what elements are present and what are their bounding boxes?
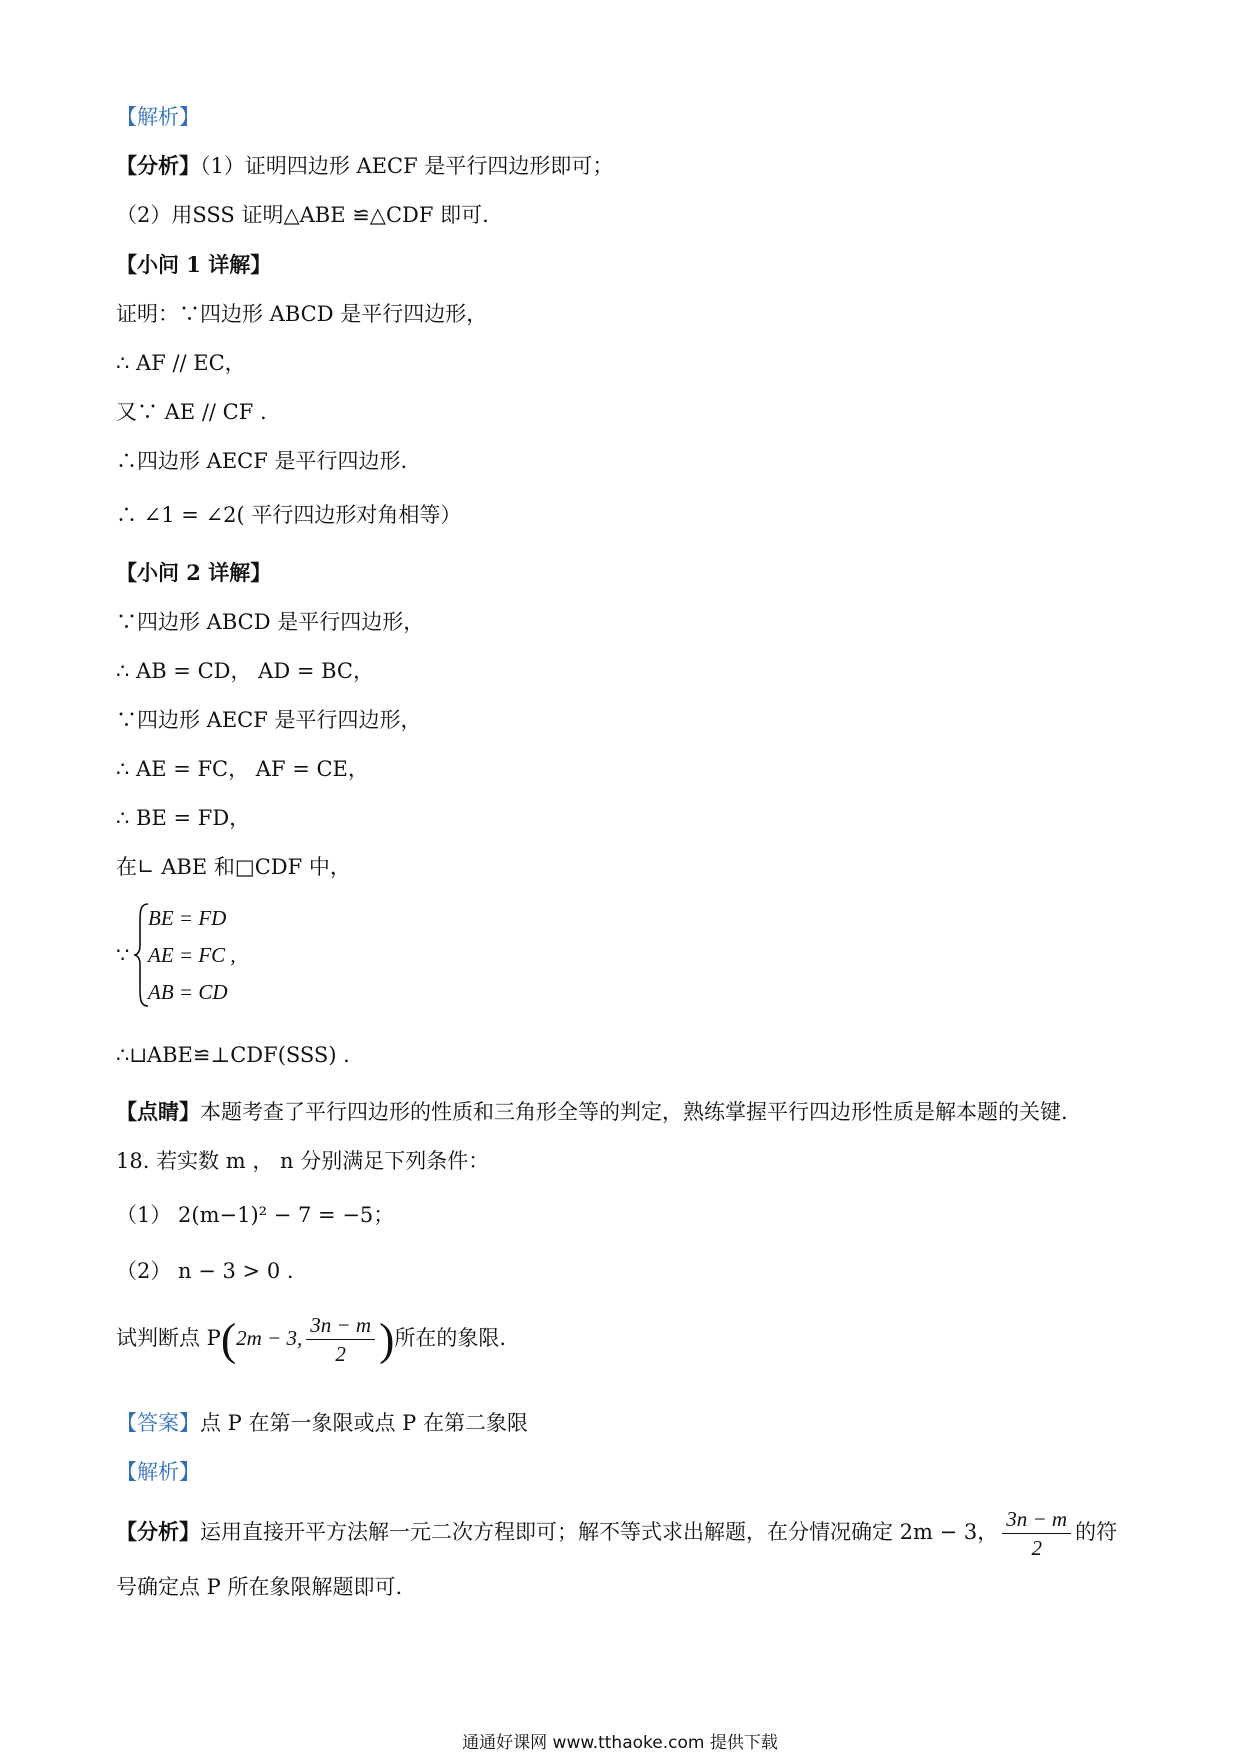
fenxi-tag-2: 【分析】 [116, 1519, 200, 1544]
xiaowen2-tag: 【小问 2 详解】 [116, 560, 272, 585]
point-x-expr: 2m − 3, [236, 1326, 303, 1350]
proof2-line-5: ∴ BE = FD， [116, 806, 251, 830]
analysis-text-1: （1）证明四边形 AECF 是平行四边形即可； [200, 154, 614, 178]
analysis-fraction-numerator: 3n − m [1002, 1505, 1071, 1534]
answer-text: 点 P 在第一象限或点 P 在第二象限 [200, 1411, 528, 1435]
proof1-line-5: ∴ ∠1 = ∠2( 平行四边形对角相等） [116, 503, 462, 527]
proof2-line-2: ∴ AB = CD， AD = BC， [116, 659, 374, 683]
proof1-line-4: ∴四边形 AECF 是平行四边形. [116, 449, 408, 473]
analysis-line-1 [116, 151, 613, 181]
proof1-line-2: ∴ AF // EC， [116, 351, 246, 375]
question-text-a: 试判断点 P [116, 1326, 221, 1350]
point-y-fraction [306, 1311, 375, 1368]
system-eq-3: AB = CD [148, 980, 228, 1004]
fenxi-tag: 【分析】 [116, 153, 200, 178]
paren-right: ) [379, 1313, 395, 1365]
analysis2-line-1 [116, 1503, 1117, 1562]
fraction-denominator: 2 [335, 1342, 346, 1366]
analysis2-line-2: 号确定点 P 所在象限解题即可. [116, 1575, 403, 1599]
system-eq-2: AE = FC , [148, 943, 236, 967]
answer-line [116, 1408, 528, 1438]
jiexi-tag-2: 【解析】 [116, 1460, 200, 1484]
analysis-fraction-denominator: 2 [1031, 1536, 1042, 1560]
question-text-c: 所在的象限. [394, 1326, 507, 1350]
proof2-conclusion: ∴⊔ABE≌⊥CDF(SSS) . [116, 1043, 350, 1067]
analysis-fraction [1002, 1505, 1071, 1562]
analysis-line-2: （2）用SSS 证明△ABE ≌△CDF 即可. [116, 203, 489, 227]
page-footer: 通通好课网 www.tthaoke.com 提供下载 [462, 1733, 778, 1753]
proof2-line-6: 在∟ ABE 和□CDF 中， [116, 855, 351, 879]
condition-2: （2） n − 3 > 0 . [116, 1259, 294, 1283]
fraction-numerator: 3n − m [306, 1311, 375, 1340]
analysis2-text-a: 运用直接开平方法解一元二次方程即可；解不等式求出解题，在分情况确定 2m − 3， [200, 1520, 999, 1544]
jiexi-tag: 【解析】 [116, 105, 200, 129]
analysis2-text-b: 的符 [1075, 1520, 1118, 1544]
question-text [116, 1310, 506, 1368]
because-symbol: ∵ [116, 943, 130, 967]
dianjing-tag: 【点睛】 [116, 1099, 200, 1124]
dianjing-text: 本题考查了平行四边形的性质和三角形全等的判定，熟练掌握平行四边形性质是解本题的关键. [200, 1100, 1068, 1124]
proof2-line-1: ∵四边形 ABCD 是平行四边形， [116, 610, 425, 634]
xiaowen1-tag: 【小问 1 详解】 [116, 252, 272, 277]
proof2-line-3: ∵四边形 AECF 是平行四边形， [116, 708, 422, 732]
daan-tag: 【答案】 [116, 1411, 200, 1435]
question-18: 18. 若实数 m ， n 分别满足下列条件： [116, 1149, 490, 1173]
proof1-line-1: 证明：∵四边形 ABCD 是平行四边形， [116, 302, 488, 326]
dianjing-line [116, 1097, 1068, 1127]
proof2-line-4: ∴ AE = FC， AF = CE， [116, 757, 369, 781]
condition-1: （1） 2(m−1)² − 7 = −5； [116, 1203, 395, 1227]
system-eq-1: BE = FD [148, 906, 227, 930]
proof1-line-3: 又∵ AE // CF . [116, 400, 267, 424]
paren-left: ( [220, 1313, 237, 1365]
